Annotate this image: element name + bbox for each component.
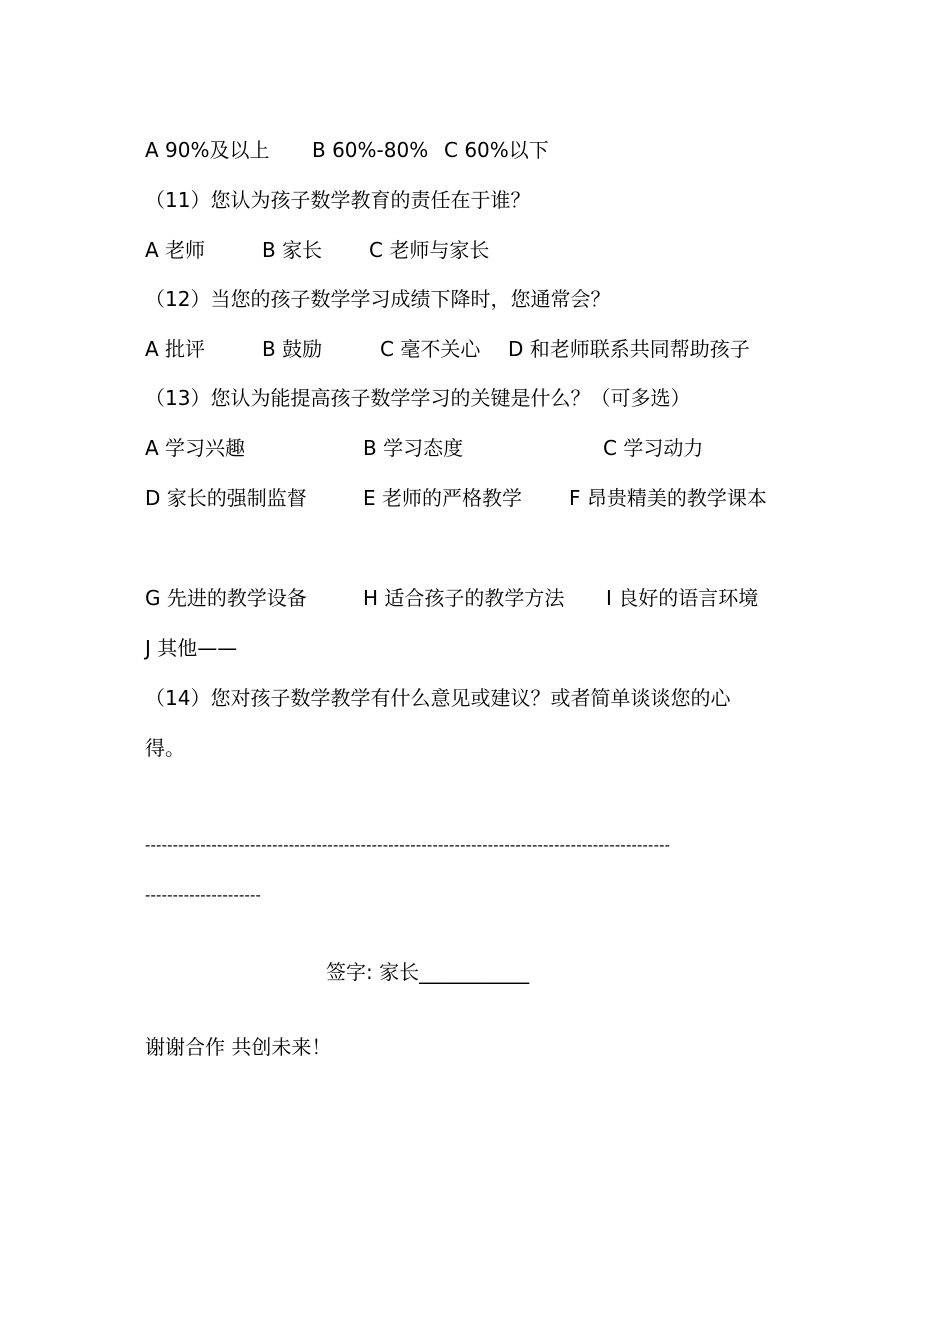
q10-option-a: A 90%及以上 <box>145 138 270 162</box>
q12-question: （12）当您的孩子数学学习成绩下降时，您通常会？ <box>145 287 611 311</box>
q13-option-g: G 先进的教学设备 <box>145 586 307 610</box>
answer-line-2: --------------------- <box>145 887 262 904</box>
q10-option-c: C 60%以下 <box>444 138 549 162</box>
q13-question: （13）您认为能提高孩子数学学习的关键是什么？（可多选） <box>145 386 691 410</box>
q13-option-c: C 学习动力 <box>603 436 704 460</box>
q13-option-h: H 适合孩子的教学方法 <box>363 586 565 610</box>
parent-signature: 签字: 家长___________ <box>326 960 530 984</box>
q11-question: （11）您认为孩子数学教育的责任在于谁？ <box>145 188 531 212</box>
q11-option-a: A 老师 <box>145 238 206 262</box>
q13-option-i: I 良好的语言环境 <box>606 586 759 610</box>
q12-option-b: B 鼓励 <box>262 337 323 361</box>
closing-note: 谢谢合作 共创未来！ <box>145 1035 332 1059</box>
q11-option-c: C 老师与家长 <box>369 238 490 262</box>
answer-line-1: ----------------------------------------------------------------------------------------------- <box>145 837 671 854</box>
q13-option-j: J 其他—— <box>145 636 238 660</box>
q13-option-a: A 学习兴趣 <box>145 436 246 460</box>
q13-option-d: D 家长的强制监督 <box>145 486 307 510</box>
q13-option-b: B 学习态度 <box>363 436 464 460</box>
q12-option-a: A 批评 <box>145 337 206 361</box>
q13-option-f: F 昂贵精美的教学课本 <box>569 486 767 510</box>
q10-option-b: B 60%-80% <box>312 138 429 162</box>
q12-option-d: D 和老师联系共同帮助孩子 <box>508 337 750 361</box>
q11-option-b: B 家长 <box>262 238 323 262</box>
q14-question-line2: 得。 <box>145 736 185 760</box>
q12-option-c: C 毫不关心 <box>380 337 481 361</box>
q13-option-e: E 老师的严格教学 <box>363 486 522 510</box>
q14-question-line1: （14）您对孩子数学教学有什么意见或建议？或者简单谈谈您的心 <box>145 686 731 710</box>
